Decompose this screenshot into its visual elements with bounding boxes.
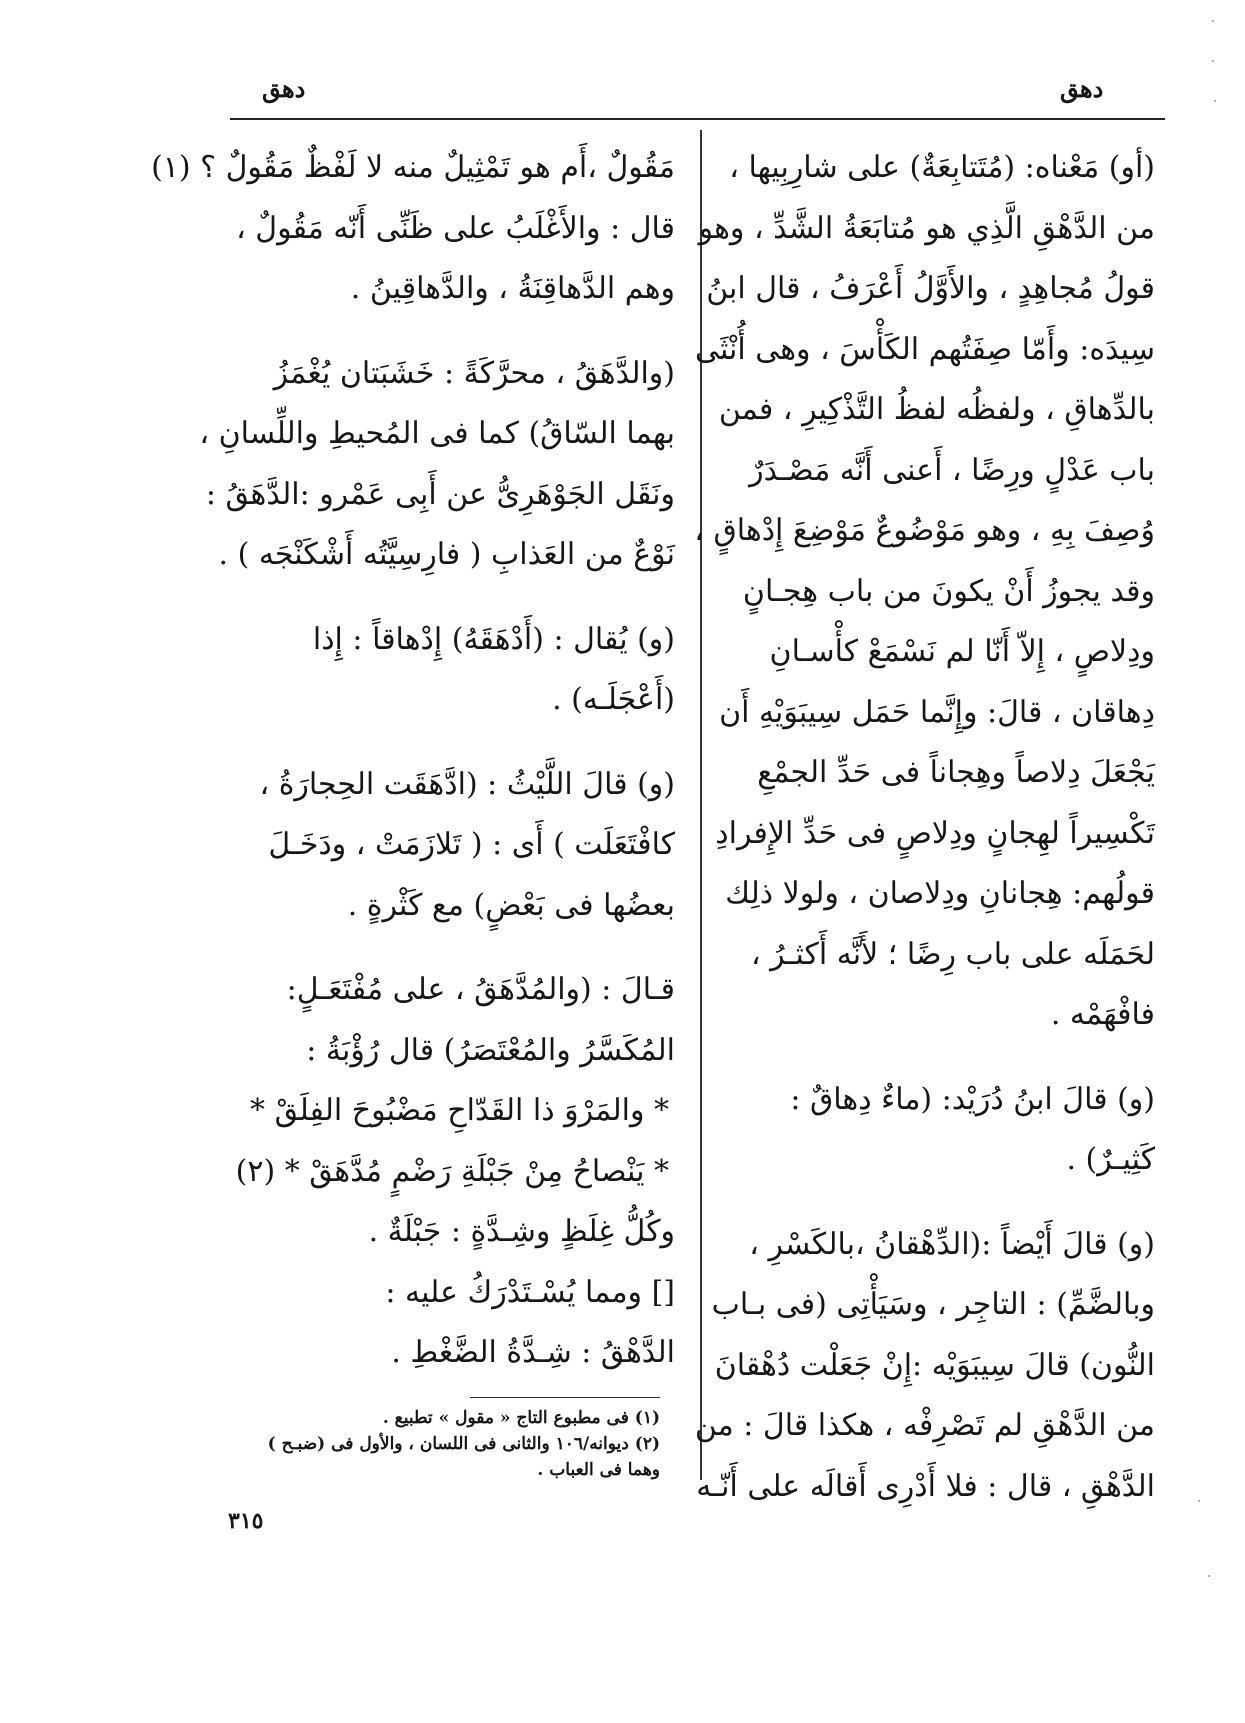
text-line: المُكَسَّرُ والمُعْتَصَرُ) قال رُؤْبَةُ : [306, 1032, 675, 1068]
scan-speck [1198, 1500, 1200, 1502]
scan-speck [1208, 1575, 1210, 1577]
header-rule [230, 118, 1165, 120]
text-line: يَجْعَلَ دِلاصاً وهِجاناً فى حَدِّ الجمْعِ [757, 755, 1155, 790]
text-line: لحَمَلَه على باب رِضًا ؛ لأَنَّه أَكثـرُ ، [750, 936, 1155, 972]
text-line: من الدَّهْقِ الَّذِي هو مُتابَعَةُ الشَّدِّ ، وهو [698, 210, 1155, 246]
text-line: مَقُولٌ ،أَم هو تَمْثِيلٌ منه لا لَفْظٌ مَقُولٌ ؟ (١) [151, 150, 675, 185]
text-line: بعضُها فى بَعْضٍ) مع كَثْرةٍ . [347, 887, 675, 923]
header-headword-left: دهق [262, 74, 306, 103]
footnote-line: وهما فى العباب . [537, 1460, 660, 1480]
header-headword-right: دهق [1060, 74, 1104, 103]
text-line: (والدَّهَقُ ، محرَّكَةً : خَشَبَتان يُغْمَزُ [273, 355, 675, 391]
text-line: (و) قالَ ابنُ دُرَيْد: (ماءٌ دِهاقٌ : [790, 1081, 1155, 1117]
text-line: (و) قالَ أَيْضاً :(الدِّهْقانُ ،بالكَسْرِ ، [749, 1226, 1155, 1262]
text-line: النُّون) قالَ سِيبَوَيْه :إِنْ جَعَلْت دُهْقانَ [714, 1347, 1155, 1383]
text-line: الدَّهْقِ ، قال : فلا أَدْرِى أَقالَه على أَنّـه [696, 1468, 1155, 1504]
text-line: (و) يُقال : (أَدْهَقَهُ) إِدْهاقاً : إِذا [312, 621, 675, 657]
text-line: قولُهم: هِجانانِ ودِلاصان ، ولولا ذلِك [725, 876, 1155, 911]
text-line: نَوْعٌ من العَذابِ ( فارِسِيَّتُه أَشْكَنْجَه ) . [218, 537, 675, 572]
text-line: سِيدَه: وأَمّا صِفَتُهم الكَأْسَ ، وهى أُنْثَى [694, 331, 1155, 367]
text-line: وكُلُّ غِلَظٍ وشِـدَّةٍ : جَبْلَةٌ . [368, 1214, 675, 1249]
scan-speck [1214, 100, 1216, 102]
footnote-rule [470, 1397, 660, 1398]
text-line: قـالَ : (والمُدَّهَقُ ، على مُفْتَعَـلٍ: [286, 972, 675, 1007]
text-line: بهما السّاقُ) كما فى المُحيطِ واللِّسانِ ، [199, 416, 675, 451]
text-line: من الدَّهْقِ لم تَصْرِفْه ، هكذا قالَ : من [694, 1408, 1155, 1443]
text-line: بالدِّهاقِ ، ولفظُه لفظُ التَّذْكِيرِ ، فمن [718, 392, 1155, 427]
left-column [151, 138, 675, 1384]
text-line: (و) قالَ اللَّيْثُ : (ادَّهَقَت الحِجارَةُ ، [259, 766, 675, 802]
text-line: كَثِيـرٌ) . [1066, 1142, 1155, 1177]
text-line: كافْتَعَلَت ) أَى : ( تَلازَمَتْ ، ودَخَـلَ [268, 827, 675, 862]
text-line: (أو) مَعْناه: (مُتَتابِعَةٌ) على شارِبِيها ، [729, 150, 1155, 185]
page-number: ٣١٥ [228, 1508, 264, 1534]
footnote-line: (٢) ديوانه/١٠٦ والثانى فى اللسان ، والأول فى (ضبـح ) [267, 1434, 660, 1454]
text-line: تَكْسِيراً لهِجانٍ ودِلاصٍ فى حَدِّ الإِفرادِ [715, 815, 1155, 851]
text-line: وبالضَّمِّ) : التاجِر ، وسَيَأْتِى (فى بـاب [711, 1287, 1155, 1322]
text-line: (أَعْجَلَـه) . [552, 682, 675, 717]
text-line: دِهاقان ، قالَ: وإِنَّما حَمَل سِيبَوَيْهِ أَن [719, 694, 1155, 730]
footnote-line: (١) فى مطبوع التاج « مقول » تطبيع . [382, 1408, 660, 1428]
footnotes [240, 1405, 660, 1483]
scan-speck [1212, 60, 1214, 62]
verse-line: * يَنْصاحُ مِنْ جَبْلَةِ رَضْمٍ مُدَّهَقْ * (٢) [235, 1153, 669, 1189]
right-column [694, 138, 1155, 1517]
text-line: وهم الدَّهاقِنَةُ ، والدَّهاقِينُ . [350, 271, 675, 306]
text-line: فافْهَمْه . [1050, 997, 1155, 1032]
text-line: ودِلاصٍ ، إِلاّ أَنّا لم نَسْمَعْ كأْسـانِ [769, 634, 1155, 669]
scan-speck [1212, 20, 1214, 22]
text-line: قال : والأَغْلَبُ على ظَنِّى أَنّه مَقُولٌ ، [236, 210, 675, 246]
text-line: وُصِفَ بِهِ ، وهو مَوْضُوعٌ مَوْضِعَ إِدْهاقٍ ، [694, 513, 1155, 548]
text-line: قولُ مُجاهِدٍ ، والأَوَّلُ أَعْرَفُ ، قال ابنُ [706, 271, 1155, 306]
text-line: الدَّهْقُ : شِـدَّةُ الضَّغْطِ . [391, 1335, 675, 1370]
text-line: وقد يجوزُ أَنْ يكونَ من باب هِجـانٍ [742, 573, 1155, 609]
text-line: باب عَدْلٍ ورِضًا ، أَعنى أَنَّه مَصْـدَرٌ [749, 452, 1155, 488]
text-line: ونَقَل الجَوْهَرِىُّ عن أَبِى عَمْرو :الدَّهَقُ : [205, 476, 675, 512]
text-line: [] ومما يُسْـتَدْرَكُ عليه : [385, 1274, 675, 1310]
verse-line: * والمَرْوَ ذا القَدّاحِ مَضْبُوحَ الفِلَقْ * [250, 1093, 669, 1128]
